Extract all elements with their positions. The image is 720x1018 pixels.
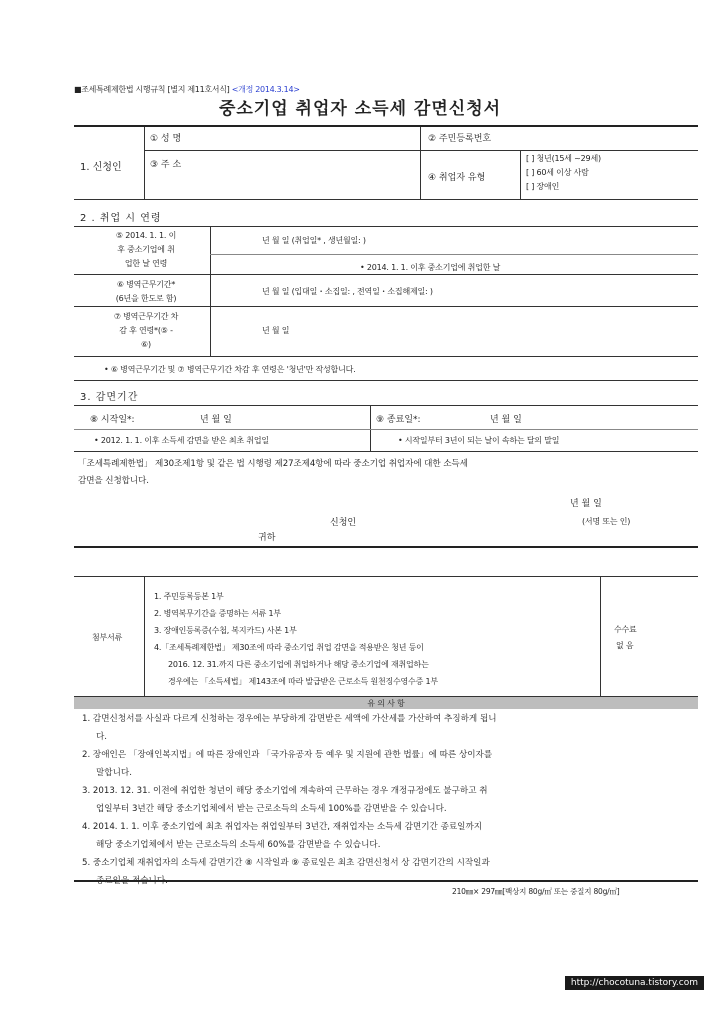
caution-line: 말합니다. (96, 768, 132, 778)
declaration-line: 「조세특례제한법」 제30조제1항 및 같은 법 시행령 제27조제4항에 따라 중소기업 취업자에 대한 소득세 (78, 459, 468, 469)
period-section-label: 3. 감면기간 (80, 392, 139, 403)
bottom-border (74, 880, 698, 882)
divider (74, 274, 698, 275)
caution-item (82, 783, 694, 817)
age-section-label: 2 . 취업 시 연령 (80, 213, 162, 224)
row7-label (84, 310, 208, 352)
end-date-label: ⑨ 종료일*: (376, 415, 421, 425)
divider (74, 306, 698, 307)
attachment-item: 2. 병역복무기간을 증명하는 서류 1부 (154, 609, 281, 618)
declaration-line: 감면을 신청합니다. (78, 476, 149, 486)
caution-line: 5. 중소기업체 재취업자의 소득세 감면기간 ⑧ 시작일과 ⑨ 종료일은 최초 감면신청서 상 감면기간의 시작일과 (82, 858, 490, 868)
fee-label: 수수료 (614, 625, 637, 634)
caution-item (82, 711, 694, 745)
fee-value: 없 음 (616, 641, 634, 650)
row5-label-line: 업한 날 연령 (124, 259, 168, 268)
caution-line: 해당 중소기업체에서 받는 근로소득의 소득세 60%를 감면받을 수 있습니다. (96, 840, 381, 850)
divider (370, 405, 371, 451)
row6-label-line: (6년을 한도로 함) (115, 294, 177, 303)
page-title: 중소기업 취업자 소득세 감면신청서 (218, 99, 502, 119)
divider (74, 451, 698, 452)
divider (74, 576, 698, 577)
row5-label-line: 후 중소기업에 취 (117, 245, 175, 254)
row5-label-line: ⑤ 2014. 1. 1. 이 (115, 231, 177, 240)
divider (74, 405, 698, 406)
divider (74, 226, 698, 227)
end-date-value[interactable]: 년 월 일 (490, 415, 522, 425)
attachment-item: 1. 주민등록등본 1부 (154, 592, 224, 601)
address-label: ③ 주 소 (150, 160, 182, 170)
form-rule-text: ■조세특례제한법 시행규칙 [별지 제11호서식] (74, 85, 230, 94)
name-label: ① 성 명 (150, 134, 182, 144)
attachments-list (154, 588, 438, 690)
end-date-note: • 시작일부터 3년이 되는 날이 속하는 달의 말일 (398, 436, 560, 445)
row6-value[interactable]: 년 월 일 (입대일・소집일: , 전역일・소집해제일: ) (262, 287, 433, 296)
paper-spec: 210㎜× 297㎜[백상지 80g/㎡ 또는 중질지 80g/㎡] (452, 887, 620, 896)
start-date-note: • 2012. 1. 1. 이후 소득세 감면을 받은 최초 취업일 (94, 436, 269, 445)
worker-type-senior-checkbox[interactable]: [ ] 60세 이상 사람 (526, 168, 589, 177)
divider (600, 576, 601, 696)
start-date-label: ⑧ 시작일*: (90, 415, 135, 425)
divider (74, 199, 698, 200)
declaration-date[interactable]: 년 월 일 (570, 499, 602, 509)
row5-label (84, 229, 208, 271)
row6-label (84, 278, 208, 306)
divider (520, 150, 521, 199)
attachment-item: 2016. 12. 31.까지 다른 중소기업에 취업하거나 해당 중소기업에 재취업하는 (168, 660, 429, 669)
caution-item (82, 855, 694, 889)
signature-field[interactable]: (서명 또는 인) (582, 517, 631, 526)
form-revision: <개정 2014.3.14> (231, 85, 300, 94)
attachment-item: 4.「조세특례제한법」 제30조에 따라 중소기업 취업 감면을 적용받은 청년 등이 (154, 643, 424, 652)
addressee: 귀하 (258, 533, 276, 543)
row7-label-line: ⑥) (141, 340, 151, 349)
worker-type-disabled-checkbox[interactable]: [ ] 장애인 (526, 182, 560, 191)
divider (74, 380, 698, 381)
applicant-label: 신청인 (330, 518, 357, 528)
divider (144, 127, 145, 199)
divider (144, 576, 145, 696)
caution-line: 업일부터 3년간 해당 중소기업체에서 받는 근로소득의 소득세 100%를 감면받을 수 있습니다. (96, 804, 447, 814)
row5-value[interactable]: 년 월 일 (취업일* , 생년월일: ) (262, 236, 366, 245)
worker-type-youth-checkbox[interactable]: [ ] 청년(15세 ~29세) (526, 154, 601, 163)
divider (74, 546, 698, 548)
rrn-label: ② 주민등록번호 (428, 134, 492, 144)
divider (210, 226, 211, 356)
caution-line: 2. 장애인은 「장애인복지법」에 따른 장애인과 「국가유공자 등 예우 및 지원에 관한 법률」에 따른 상이자를 (82, 750, 493, 760)
caution-item (82, 747, 694, 781)
attachment-item: 3. 장애인등록증(수첩, 복지카드) 사본 1부 (154, 626, 297, 635)
caution-list (82, 711, 694, 891)
divider (74, 356, 698, 357)
divider (74, 429, 698, 430)
row7-label-line: 감 후 연령*(⑤ - (119, 326, 173, 335)
divider (210, 254, 698, 255)
row7-value[interactable]: 년 월 일 (262, 326, 290, 335)
start-date-value[interactable]: 년 월 일 (200, 415, 232, 425)
applicant-section-label: 1. 신청인 (80, 162, 122, 173)
caution-item (82, 819, 694, 853)
attachments-label: 첨부서류 (92, 633, 123, 642)
caution-line: 3. 2013. 12. 31. 이전에 취업한 청년이 해당 중소기업에 계속하여 근무하는 경우 개정규정에도 불구하고 취 (82, 786, 488, 796)
caution-line: 4. 2014. 1. 1. 이후 중소기업에 최초 취업자는 취업일부터 3년간, 재취업자는 소득세 감면기간 종료일까지 (82, 822, 483, 832)
source-url[interactable]: http://chocotuna.tistory.com (565, 976, 704, 990)
top-border (74, 125, 698, 127)
divider (144, 150, 698, 151)
age-section-note: • ⑥ 병역근무기간 및 ⑦ 병역근무기간 차감 후 연령은 '청년'만 작성합니다. (104, 365, 356, 374)
caution-line: 다. (96, 732, 108, 742)
worker-type-label: ④ 취업자 유형 (428, 173, 486, 183)
declaration-text (78, 456, 698, 490)
caution-title: 유 의 사 항 (367, 699, 405, 708)
attachment-item: 경우에는 「소득세법」 제143조에 따라 발급받은 근로소득 원천징수영수증 1부 (168, 677, 438, 686)
row6-label-line: ⑥ 병역근무기간* (116, 280, 176, 289)
row5-note: • 2014. 1. 1. 이후 중소기업에 취업한 날 (360, 263, 501, 272)
row7-label-line: ⑦ 병역근무기간 차 (113, 312, 179, 321)
divider (420, 127, 421, 199)
caution-line: 1. 감면신청서를 사실과 다르게 신청하는 경우에는 부당하게 감면받은 세액에 가산세를 가산하여 추징하게 됩니 (82, 714, 497, 724)
